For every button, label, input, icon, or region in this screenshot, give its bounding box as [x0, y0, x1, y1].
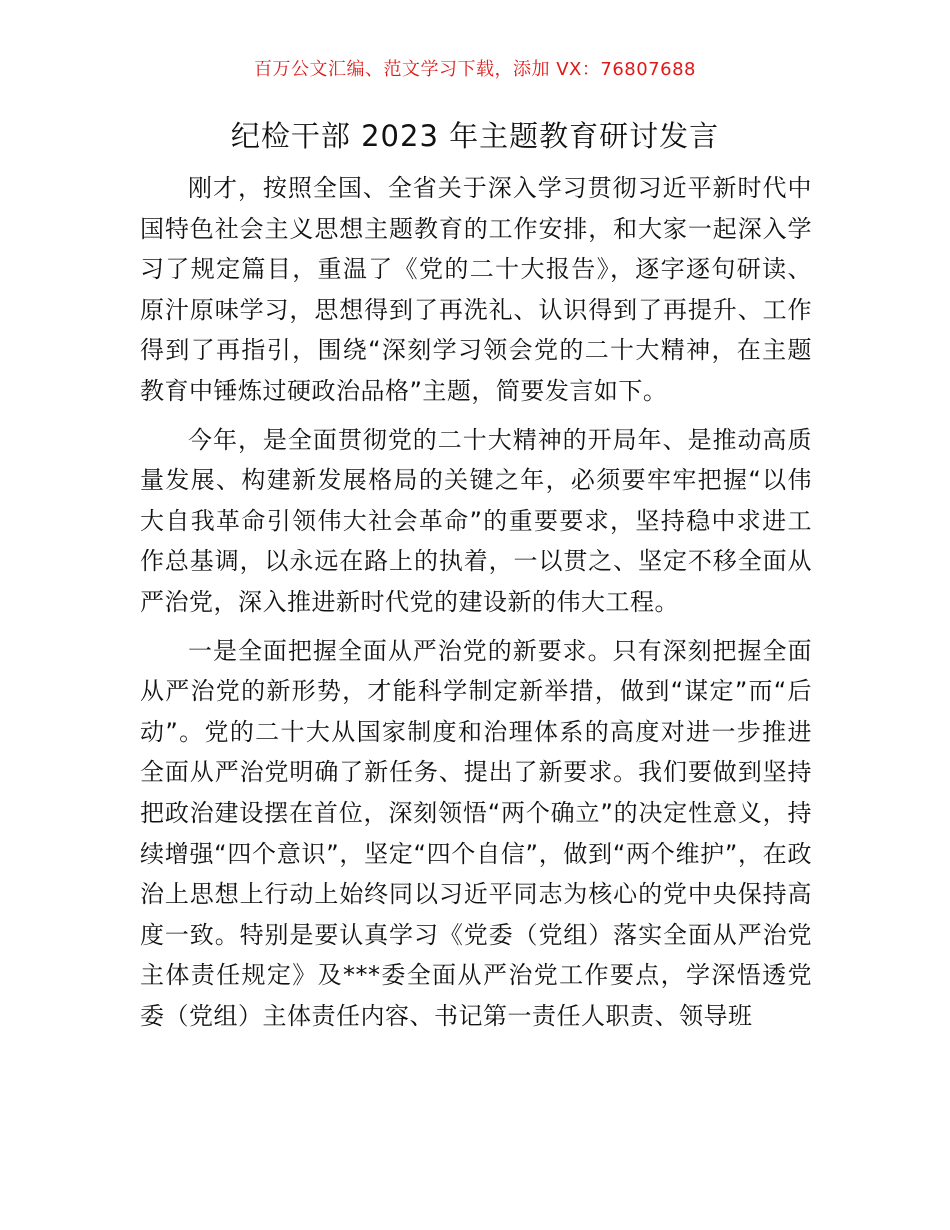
document-title: 纪检干部 2023 年主题教育研讨发言 [230, 119, 720, 153]
paragraph-1: 刚才，按照全国、全省关于深入学习贯彻习近平新时代中国特色社会主义思想主题教育的工作安排，和大家一起深入学习了规定篇目，重温了《党的二十大报告》，逐字逐句研读、原汁原味学习，思想得到了再洗礼、认识得到了再提升、工作得到了再指引，围绕“深刻学习领会党的二十大精神，在主题教育中锤炼过硬政治品格”主题，简要发言如下。 [140, 174, 812, 405]
paragraph-2: 今年，是全面贯彻党的二十大精神的开局年、是推动高质量发展、构建新发展格局的关键之年，必须要牢牢把握“以伟大自我革命引领伟大社会革命”的重要要求，坚持稳中求进工作总基调，以永远在路上的执着，一以贯之、坚定不移全面从严治党，深入推进新时代党的建设新的伟大工程。 [140, 425, 812, 616]
document-body [140, 168, 812, 1044]
paragraph-3: 一是全面把握全面从严治党的新要求。只有深刻把握全面从严治党的新形势，才能科学制定新举措，做到“谋定”而“后动”。党的二十大从国家制度和治理体系的高度对进一步推进全面从严治党明确了新任务、提出了新要求。我们要做到坚持把政治建设摆在首位，深刻领悟“两个确立”的决定性意义，持续增强“四个意识”，坚定“四个自信”，做到“两个维护”，在政治上思想上行动上始终同以习近平同志为核心的党中央保持高度一致。特别是要认真学习《党委（党组）落实全面从严治党主体责任规定》及***委全面从严治党工作要点，学深悟透党委（党组）主体责任内容、书记第一责任人职责、领导班 [140, 636, 812, 1030]
header-promo-note: 百万公文汇编、范文学习下载，添加 VX：76807688 [254, 59, 696, 80]
